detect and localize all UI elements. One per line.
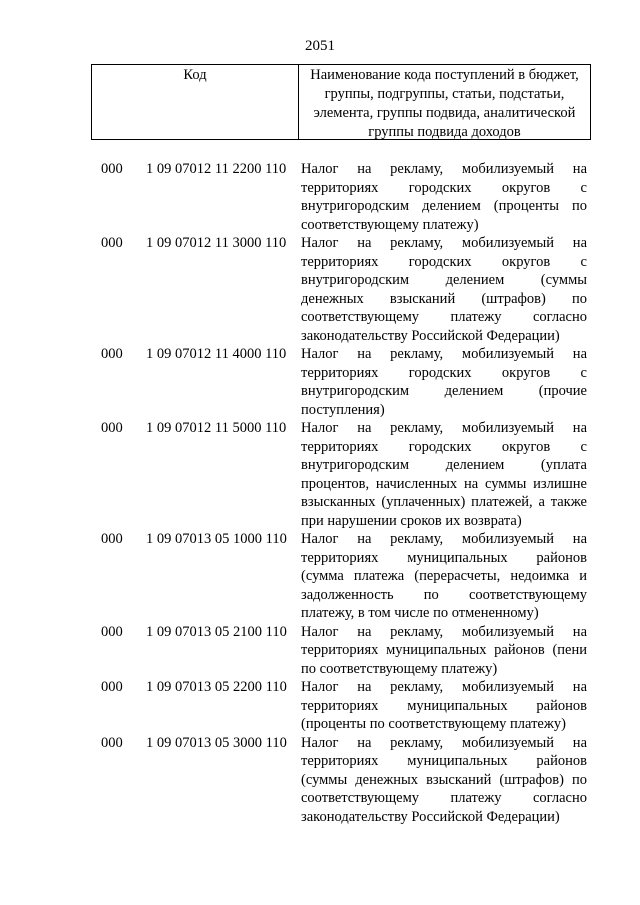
description-line: Налог на рекламу, мобилизуемый на	[301, 531, 587, 547]
description-line: территориях городских округов с	[301, 364, 587, 381]
description-line: (суммы денежных взысканий (штрафов) по	[301, 771, 587, 788]
row-admin-code: 000	[101, 623, 123, 640]
table-header	[91, 64, 591, 140]
description-line: платежу, в том числе по отмененному)	[301, 605, 539, 621]
row-income-code: 1 09 07012 11 3000 110	[146, 235, 287, 251]
row-admin-code: 000	[101, 734, 123, 751]
row-description	[301, 530, 587, 623]
row-description	[301, 234, 587, 345]
table-row	[0, 678, 640, 734]
description-line: Налог на рекламу, мобилизуемый на	[301, 420, 587, 436]
description-line: соответствующему платежу согласно	[301, 309, 587, 325]
description-line: Налог на рекламу, мобилизуемый на	[301, 679, 587, 695]
row-income-code: 1 09 07013 05 2100 110	[146, 623, 287, 640]
description-line: внутригородским делением (прочие	[301, 383, 587, 399]
description-line: внутригородским делением (проценты по	[301, 198, 587, 214]
description-line: поступления)	[301, 401, 385, 418]
description-line: территориях муниципальных районов (пени	[301, 642, 587, 658]
table-body	[0, 160, 640, 826]
description-line: взысканных (уплаченных) платежей, а также	[301, 494, 587, 510]
table-row	[0, 734, 640, 827]
description-line: территориях городских округов с	[301, 179, 587, 196]
row-admin-code: 000	[101, 420, 123, 436]
description-line: территориях городских округов с	[301, 438, 587, 455]
description-line: Налог на рекламу, мобилизуемый на	[301, 161, 587, 177]
row-description	[301, 734, 587, 827]
description-line: Налог на рекламу, мобилизуемый на	[301, 623, 587, 640]
row-income-code: 1 09 07013 05 3000 110	[146, 734, 287, 751]
description-line: территориях муниципальных районов	[301, 697, 587, 714]
header-name-column: Наименование кода поступлений в бюджет, группы, подгруппы, статьи, подстатьи, элемента, группы подвида, аналитической группы подвида доходов	[310, 67, 579, 140]
description-line: денежных взысканий (штрафов) по	[301, 290, 587, 307]
table-row	[0, 419, 640, 530]
description-line: при нарушении сроков их возврата)	[301, 512, 522, 529]
row-income-code: 1 09 07012 11 5000 110	[146, 420, 287, 436]
table-row	[0, 623, 640, 679]
description-line: территориях муниципальных районов	[301, 753, 587, 769]
row-admin-code: 000	[101, 531, 123, 547]
table-row	[0, 234, 640, 345]
row-description	[301, 345, 587, 419]
description-line: (сумма платежа (перерасчеты, недоимка и	[301, 568, 587, 584]
description-line: соответствующему платежу согласно	[301, 790, 587, 806]
description-line: территориях городских округов с	[301, 253, 587, 270]
table-row	[0, 345, 640, 419]
description-line: по соответствующему платежу)	[301, 660, 498, 677]
row-income-code: 1 09 07012 11 2200 110	[146, 161, 287, 177]
description-line: внутригородским делением (уплата	[301, 457, 587, 473]
description-line: задолженность по соответствующему	[301, 586, 587, 603]
table-row	[0, 530, 640, 623]
row-description	[301, 419, 587, 530]
row-description	[301, 623, 587, 679]
description-line: Налог на рекламу, мобилизуемый на	[301, 346, 587, 362]
description-line: территориях муниципальных районов	[301, 549, 587, 566]
row-admin-code: 000	[101, 235, 123, 251]
header-code-column: Код	[92, 65, 299, 139]
description-line: законодательству Российской Федерации)	[301, 327, 560, 344]
description-line: Налог на рекламу, мобилизуемый на	[301, 235, 587, 251]
row-income-code: 1 09 07012 11 4000 110	[146, 346, 287, 362]
description-line: внутригородским делением (суммы	[301, 272, 587, 288]
row-description	[301, 160, 587, 234]
description-line: (проценты по соответствующему платежу)	[301, 716, 566, 732]
description-line: процентов, начисленных на суммы излишне	[301, 475, 587, 492]
table-row	[0, 160, 640, 234]
row-admin-code: 000	[101, 679, 123, 695]
page-number: 2051	[305, 38, 335, 54]
row-income-code: 1 09 07013 05 1000 110	[146, 531, 287, 547]
row-admin-code: 000	[101, 346, 123, 362]
description-line: соответствующему платежу)	[301, 216, 479, 233]
row-description	[301, 678, 587, 734]
row-income-code: 1 09 07013 05 2200 110	[146, 679, 287, 695]
row-admin-code: 000	[101, 161, 123, 177]
description-line: законодательству Российской Федерации)	[301, 808, 560, 825]
description-line: Налог на рекламу, мобилизуемый на	[301, 734, 587, 751]
